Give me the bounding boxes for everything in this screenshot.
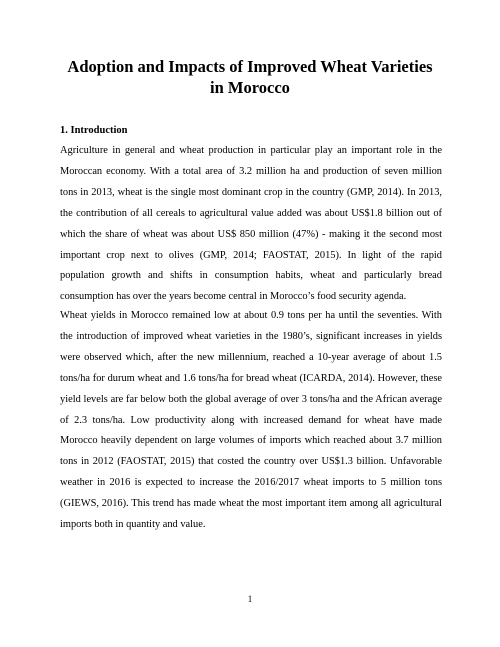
section-heading-introduction: 1. Introduction (60, 125, 128, 136)
page-number: 1 (247, 594, 253, 604)
introduction-paragraph-1: Agriculture in general and wheat production in particular play an important role in the Moroccan economy. With a total area of 3.2 million ha and production of seven million tons in 2013, wheat is the single most dominant crop in the country (GMP, 2014). In 2013, the contribution of all cereals to agricultural value added was about US$1.8 billion out of which the share of wheat was about US$ 850 million (47%) - making it the second most important crop next to olives (GMP, 2014; FAOSTAT, 2015). In light of the rapid population growth and shifts in consumption habits, wheat and particularly bread consumption has over the years become central in Morocco’s food security agenda. (60, 145, 442, 303)
document-title: Adoption and Impacts of Improved Wheat Varieties in Morocco (67, 57, 433, 97)
introduction-paragraph-2: Wheat yields in Morocco remained low at about 0.9 tons per ha until the seventies. With the introduction of improved wheat varieties in the 1980’s, significant increases in yields were observed which, after the new millennium, reached a 10-year average of about 1.5 tons/ha for durum wheat and 1.6 tons/ha for bread wheat (ICARDA, 2014). However, these yield levels are far below both the global average of over 3 tons/ha and the African average of 2.3 tons/ha. Low productivity along with increased demand for wheat have made Morocco heavily dependent on large volumes of imports which reached about 3.7 million tons in 2012 (FAOSTAT, 2015) that costed the country over US$1.3 billion. Unfavorable weather in 2016 is expected to increase the 2016/2017 wheat imports to 5 million tons (GIEWS, 2016). This trend has made wheat the most important item among all agricultural imports both in quantity and value. (60, 310, 442, 531)
